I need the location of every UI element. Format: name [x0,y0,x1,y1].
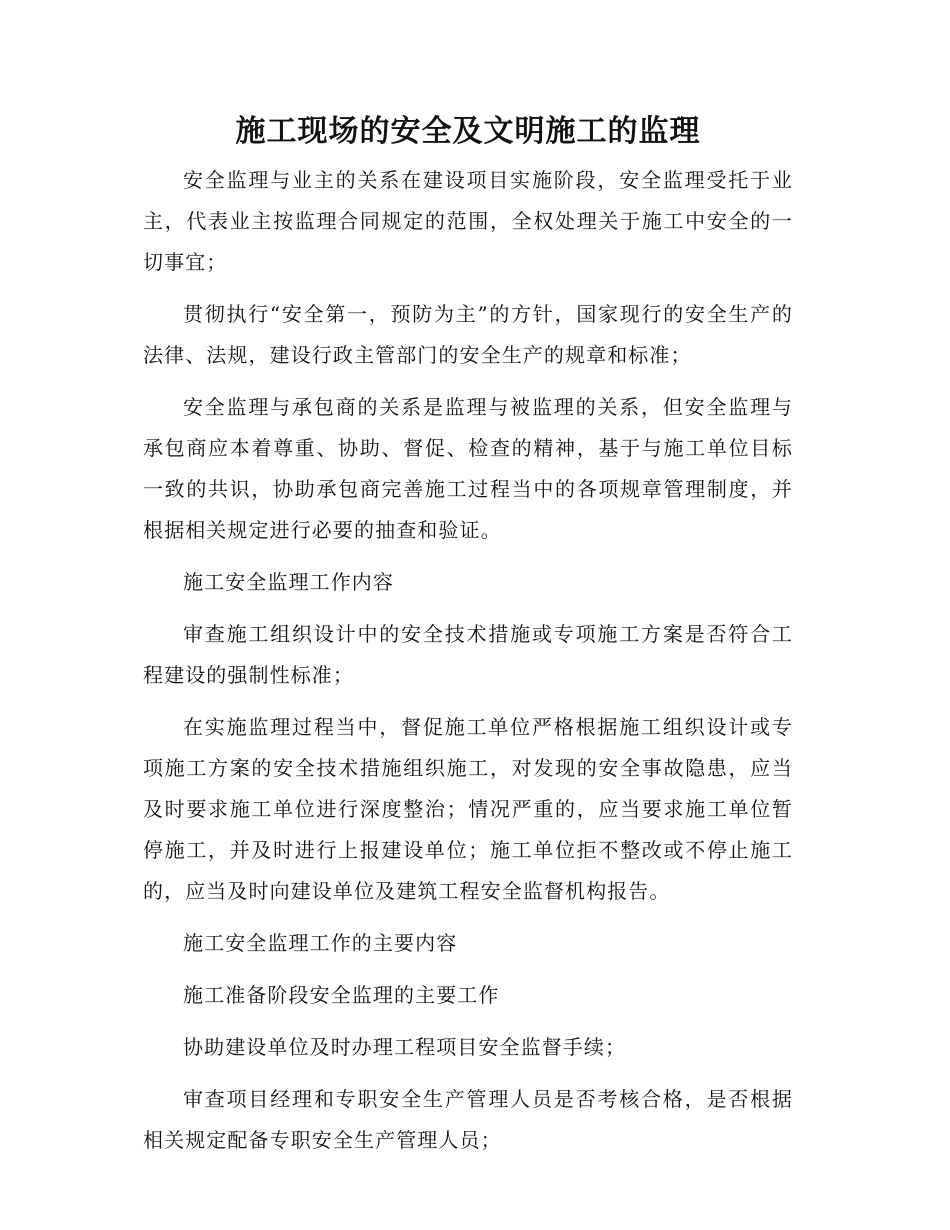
section-heading-preparation-stage: 施工准备阶段安全监理的主要工作 [183,983,500,1007]
paragraph-5: 审查施工组织设计中的安全技术措施或专项施工方案是否符合工程建设的强制性标准； [143,622,793,687]
paragraph-2: 贯彻执行“安全第一，预防为主”的方针，国家现行的安全生产的法律、法规，建设行政主管部门的安全生产的规章和标准； [143,302,793,367]
paragraph-3: 安全监理与承包商的关系是监理与被监理的关系，但安全监理与承包商应本着尊重、协助、督促、检查的精神，基于与施工单位目标一致的共识，协助承包商完善施工过程当中的各项规章管理制度，并根据相关规定进行必要的抽查和验证。 [143,395,793,542]
document-page [143,110,793,1172]
paragraph-6: 在实施监理过程当中，督促施工单位严格根据施工组织设计或专项施工方案的安全技术措施组织施工，对发现的安全事故隐患，应当及时要求施工单位进行深度整治；情况严重的，应当要求施工单位暂停施工，并及时进行上报建设单位；施工单位拒不整改或不停止施工的，应当及时向建设单位及建筑工程安全监督机构报告。 [143,715,793,903]
section-heading-work-content: 施工安全监理工作内容 [183,570,394,594]
paragraph-10: 审查项目经理和专职安全生产管理人员是否考核合格，是否根据相关规定配备专职安全生产管理人员； [143,1087,793,1152]
document-title: 施工现场的安全及文明施工的监理 [235,114,701,149]
paragraph-9: 协助建设单位及时办理工程项目安全监督手续； [183,1035,627,1059]
paragraph-1: 安全监理与业主的关系在建设项目实施阶段，安全监理受托于业主，代表业主按监理合同规定的范围，全权处理关于施工中安全的一切事宜； [143,168,793,274]
section-heading-main-content: 施工安全监理工作的主要内容 [183,931,458,955]
